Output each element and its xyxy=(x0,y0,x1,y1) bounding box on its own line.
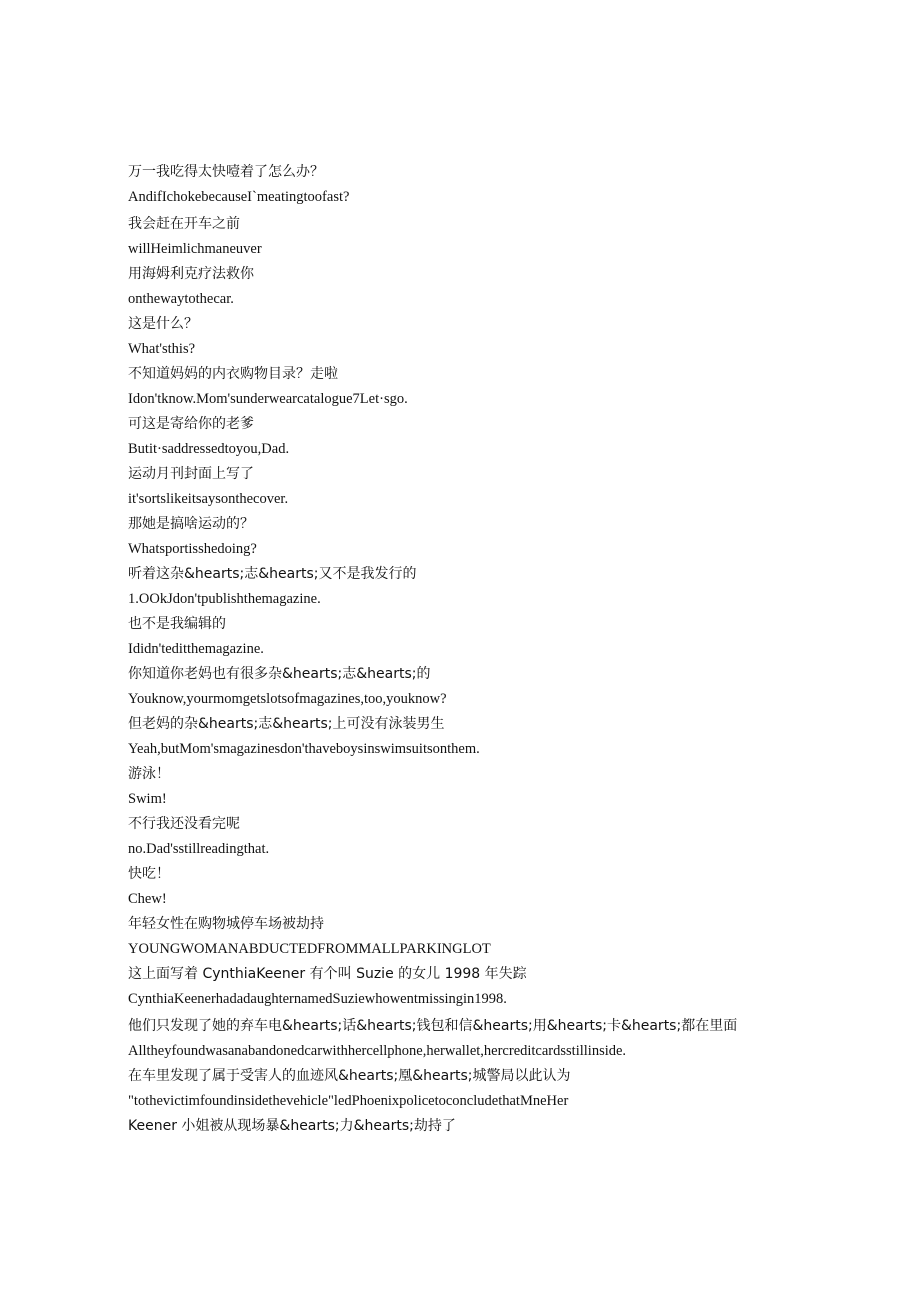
transcript-line: What'sthis? xyxy=(128,341,196,357)
transcript-line: 这是什么？ xyxy=(128,316,198,332)
transcript-line: no.Dad'sstillreadingthat. xyxy=(128,841,270,857)
transcript-line: 但老妈的杂&hearts;志&hearts;上可没有泳装男生 xyxy=(128,716,445,732)
transcript-line: willHeimlichmaneuver xyxy=(128,241,262,257)
transcript-line: AndifIchokebecauseI`meatingtoofast? xyxy=(128,189,350,205)
transcript-line: 万一我吃得太快噎着了怎么办？ xyxy=(128,164,324,180)
transcript-line: 不知道妈妈的内衣购物目录？走啦 xyxy=(128,366,338,382)
transcript-line: 运动月刊封面上写了 xyxy=(128,466,254,482)
transcript-line: 那她是搞啥运动的？ xyxy=(128,516,254,532)
transcript-line: Ididn'teditthemagazine. xyxy=(128,641,264,657)
transcript-line: Yeah,butMom'smagazinesdon'thaveboysinswimsuitsonthem. xyxy=(128,741,480,757)
transcript-line: 也不是我编辑的 xyxy=(128,616,226,632)
transcript-line: Keener 小姐被从现场暴&hearts;力&hearts;劫持了 xyxy=(128,1118,456,1134)
transcript-line: it'sortslikeitsaysonthecover. xyxy=(128,491,289,507)
transcript-line: 听着这杂&hearts;志&hearts;又不是我发行的 xyxy=(128,566,417,582)
transcript-line: Alltheyfoundwasanabandonedcarwithhercellphone,herwallet,hercreditcardsstillinside. xyxy=(128,1043,627,1059)
transcript-line: 这上面写着 CynthiaKeener 有个叫 Suzie 的女儿 1998 年失踪 xyxy=(128,966,527,982)
transcript-line: CynthiaKeenerhadadaughternamedSuziewhowentmissingin1998. xyxy=(128,991,507,1007)
transcript-line: 他们只发现了她的弃车电&hearts;话&hearts;钱包和信&hearts;用&hearts;卡&hearts;都在里面 xyxy=(128,1018,738,1034)
transcript-line: 我会赶在开车之前 xyxy=(128,216,240,232)
transcript-line: 可这是寄给你的老爹 xyxy=(128,416,254,432)
transcript-line: "tothevictimfoundinsidethevehicle"ledPhoenixpolicetoconcludethatMneHer xyxy=(128,1093,569,1109)
transcript-line: 你知道你老妈也有很多杂&hearts;志&hearts;的 xyxy=(128,666,431,682)
transcript-line: 1.OOkJdon'tpublishthemagazine. xyxy=(128,591,321,607)
transcript-line: 用海姆利克疗法救你 xyxy=(128,266,254,282)
transcript-line: YOUNGWOMANABDUCTEDFROMMALLPARKINGLOT xyxy=(128,941,491,957)
transcript-line: 年轻女性在购物城停车场被劫持 xyxy=(128,916,324,932)
transcript-line: 在车里发现了属于受害人的血迹风&hearts;凰&hearts;城警局以此认为 xyxy=(128,1068,571,1084)
transcript-line: 快吃！ xyxy=(128,866,170,882)
transcript-line: Swim! xyxy=(128,791,167,807)
transcript-line: Idon'tknow.Mom'sunderwearcatalogue7Let·sgo. xyxy=(128,391,408,407)
transcript-line: Chew! xyxy=(128,891,167,907)
transcript-line: Whatsportisshedoing? xyxy=(128,541,257,557)
transcript-line: onthewaytothecar. xyxy=(128,291,234,307)
transcript-line: Butit·saddressedtoyou,Dad. xyxy=(128,441,290,457)
transcript-line: Youknow,yourmomgetslotsofmagazines,too,youknow? xyxy=(128,691,447,707)
transcript-body xyxy=(128,160,888,1139)
transcript-line: 游泳！ xyxy=(128,766,170,782)
transcript-line: 不行我还没看完呢 xyxy=(128,816,240,832)
